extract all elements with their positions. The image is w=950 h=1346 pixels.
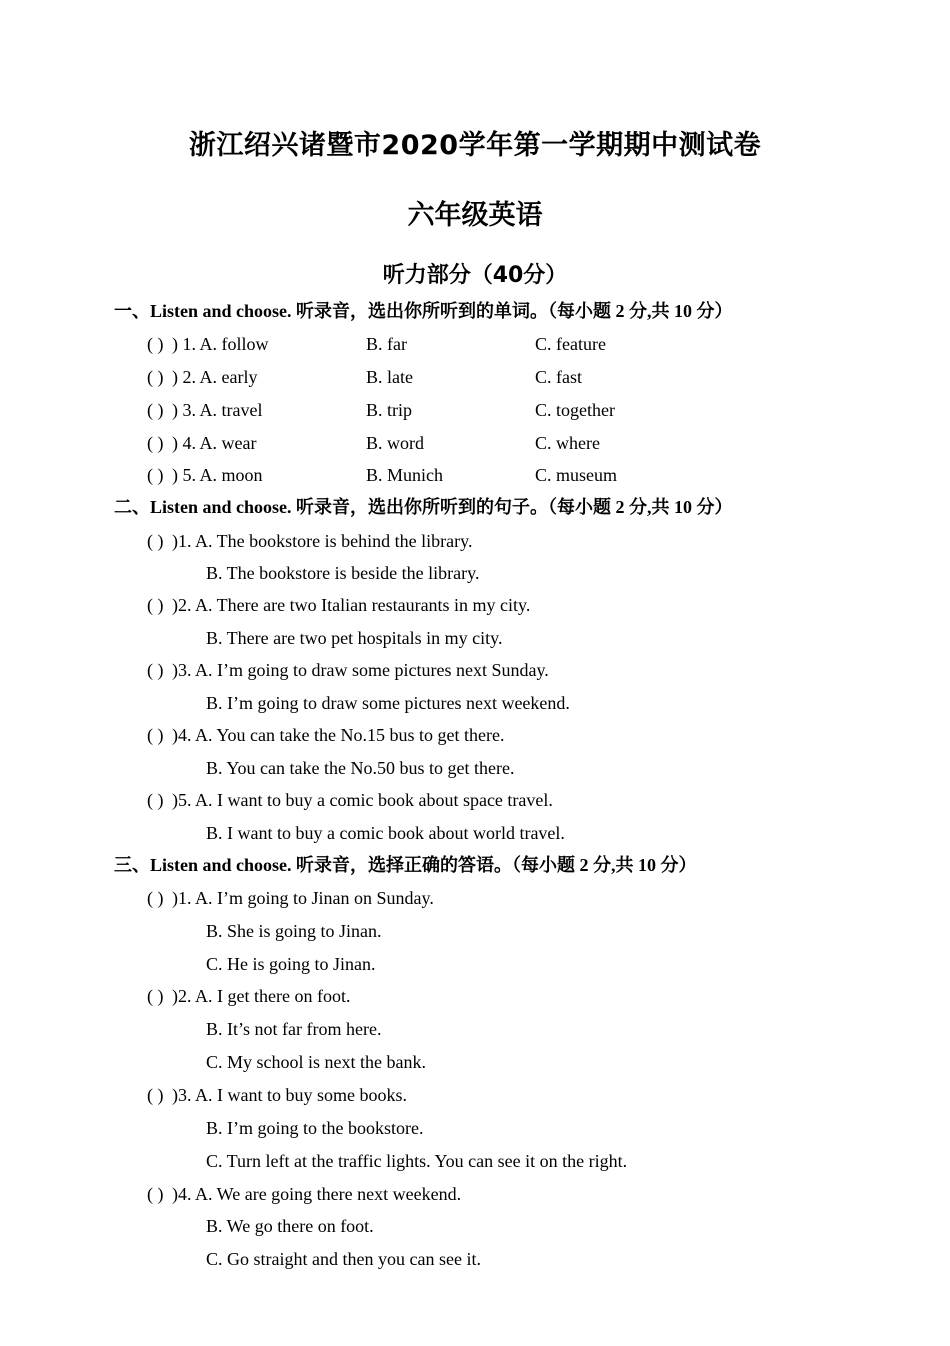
answer-bracket: ( ) (147, 595, 164, 615)
option-b: B. The bookstore is beside the library. (206, 563, 480, 583)
answer-bracket: ( ) (147, 334, 164, 354)
answer-bracket: ( ) (147, 400, 164, 420)
option-b: B. You can take the No.50 bus to get there. (206, 758, 515, 778)
option-a: )3. A. I’m going to draw some pictures next Sunday. (172, 660, 549, 680)
option-a: )2. A. There are two Italian restaurants in my city. (172, 595, 531, 615)
answer-bracket: ( ) (147, 465, 164, 485)
option-b: B. far (366, 334, 407, 354)
answer-bracket: ( ) (147, 433, 164, 453)
option-a: ) 3. A. travel (172, 400, 263, 420)
option-c: C. fast (535, 367, 582, 387)
answer-bracket: ( ) (147, 790, 164, 810)
option-b: B. She is going to Jinan. (206, 921, 382, 941)
answer-bracket: ( ) (147, 986, 164, 1006)
option-a: )2. A. I get there on foot. (172, 986, 351, 1006)
option-b: B. It’s not far from here. (206, 1019, 382, 1039)
option-c: C. He is going to Jinan. (206, 954, 376, 974)
option-c: C. feature (535, 334, 606, 354)
answer-bracket: ( ) (147, 888, 164, 908)
option-a: ) 4. A. wear (172, 433, 257, 453)
section1-heading: 一、Listen and choose. 听录音，选出你所听到的单词。（每小题 2 分,共 10 分） (114, 301, 733, 321)
option-b: B. late (366, 367, 413, 387)
section-part-title: 听力部分（40分） (382, 263, 568, 288)
exam-title: 浙江绍兴诸暨市2020学年第一学期期中测试卷 (188, 130, 762, 161)
answer-bracket: ( ) (147, 1085, 164, 1105)
option-b: B. There are two pet hospitals in my city. (206, 628, 503, 648)
option-a: )3. A. I want to buy some books. (172, 1085, 407, 1105)
option-b: B. We go there on foot. (206, 1216, 374, 1236)
option-a: ) 5. A. moon (172, 465, 263, 485)
option-c: C. My school is next the bank. (206, 1052, 426, 1072)
option-b: B. I’m going to the bookstore. (206, 1118, 424, 1138)
answer-bracket: ( ) (147, 725, 164, 745)
option-a: )1. A. The bookstore is behind the library. (172, 531, 473, 551)
option-a: )4. A. You can take the No.15 bus to get there. (172, 725, 505, 745)
option-b: B. Munich (366, 465, 444, 485)
option-a: )5. A. I want to buy a comic book about space travel. (172, 790, 553, 810)
option-c: C. Turn left at the traffic lights. You can see it on the right. (206, 1151, 628, 1171)
answer-bracket: ( ) (147, 1184, 164, 1204)
option-b: B. I want to buy a comic book about world travel. (206, 823, 565, 843)
option-a: )4. A. We are going there next weekend. (172, 1184, 462, 1204)
option-b: B. I’m going to draw some pictures next weekend. (206, 693, 570, 713)
option-b: B. trip (366, 400, 413, 420)
section3-heading: 三、Listen and choose. 听录音，选择正确的答语。（每小题 2 分,共 10 分） (114, 855, 697, 875)
option-b: B. word (366, 433, 424, 453)
option-a: ) 2. A. early (172, 367, 258, 387)
option-c: C. where (535, 433, 600, 453)
exam-subtitle: 六年级英语 (407, 200, 543, 231)
option-a: )1. A. I’m going to Jinan on Sunday. (172, 888, 434, 908)
option-c: C. Go straight and then you can see it. (206, 1249, 481, 1269)
section2-heading: 二、Listen and choose. 听录音，选出你所听到的句子。（每小题 2 分,共 10 分） (114, 497, 733, 517)
option-c: C. museum (535, 465, 618, 485)
option-a: ) 1. A. follow (172, 334, 269, 354)
answer-bracket: ( ) (147, 367, 164, 387)
answer-bracket: ( ) (147, 660, 164, 680)
answer-bracket: ( ) (147, 531, 164, 551)
option-c: C. together (535, 400, 615, 420)
